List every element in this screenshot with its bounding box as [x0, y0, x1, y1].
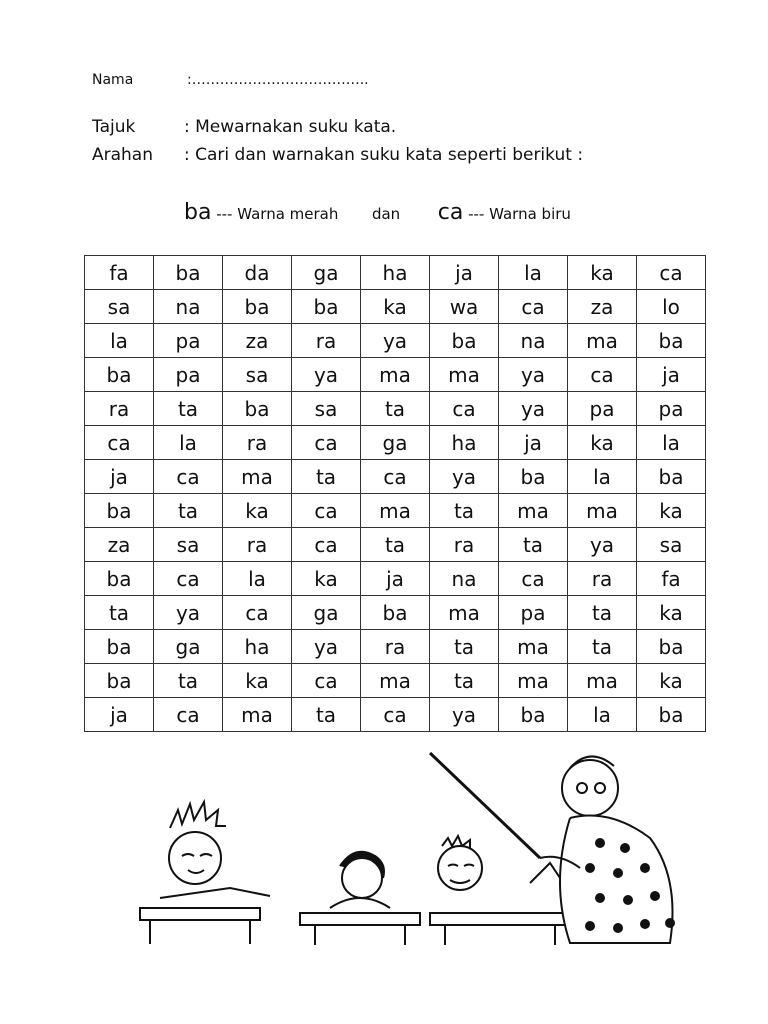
syllable-cell[interactable]: za: [568, 290, 637, 324]
grid-row: [85, 392, 706, 426]
syllable-cell[interactable]: la: [85, 324, 154, 358]
syllable-cell[interactable]: ra: [292, 324, 361, 358]
syllable-cell[interactable]: ya: [499, 392, 568, 426]
tajuk-label: Tajuk: [92, 117, 136, 137]
syllable-cell[interactable]: ta: [361, 392, 430, 426]
syllable-cell[interactable]: la: [568, 460, 637, 494]
syllable-cell[interactable]: ba: [223, 290, 292, 324]
syllable-cell[interactable]: ka: [568, 426, 637, 460]
syllable-cell[interactable]: ka: [292, 562, 361, 596]
arahan-label: Arahan: [92, 145, 154, 165]
syllable-cell[interactable]: ca: [499, 290, 568, 324]
grid-row: [85, 494, 706, 528]
syllable-cell[interactable]: ca: [154, 460, 223, 494]
grid-row: [85, 324, 706, 358]
grid-row: [85, 460, 706, 494]
syllable-cell[interactable]: ca: [568, 358, 637, 392]
syllable-cell[interactable]: ma: [499, 630, 568, 664]
syllable-cell[interactable]: ta: [292, 698, 361, 732]
grid-row: [85, 426, 706, 460]
syllable-cell[interactable]: ca: [85, 426, 154, 460]
nama-blank: :………………………………..: [187, 72, 369, 88]
syllable-cell[interactable]: ta: [154, 392, 223, 426]
syllable-cell[interactable]: fa: [637, 562, 706, 596]
syllable-cell[interactable]: wa: [430, 290, 499, 324]
nama-label: Nama: [92, 72, 134, 88]
syllable-cell[interactable]: ma: [361, 664, 430, 698]
syllable-cell[interactable]: ka: [637, 494, 706, 528]
syllable-cell[interactable]: ya: [430, 460, 499, 494]
syllable-cell[interactable]: pa: [637, 392, 706, 426]
syllable-cell[interactable]: ya: [361, 324, 430, 358]
syllable-cell[interactable]: ca: [154, 698, 223, 732]
syllable-cell[interactable]: ma: [568, 324, 637, 358]
syllable-cell[interactable]: na: [154, 290, 223, 324]
syllable-cell[interactable]: pa: [154, 324, 223, 358]
syllable-cell[interactable]: ja: [361, 562, 430, 596]
syllable-cell[interactable]: ba: [154, 256, 223, 290]
syllable-cell[interactable]: na: [430, 562, 499, 596]
syllable-cell[interactable]: ba: [292, 290, 361, 324]
grid-row: [85, 358, 706, 392]
syllable-cell[interactable]: ya: [568, 528, 637, 562]
syllable-cell[interactable]: za: [223, 324, 292, 358]
grid-row: [85, 528, 706, 562]
syllable-cell[interactable]: ya: [292, 630, 361, 664]
syllable-cell[interactable]: ma: [361, 358, 430, 392]
syllable-cell[interactable]: ba: [637, 324, 706, 358]
syllable-cell[interactable]: pa: [499, 596, 568, 630]
syllable-cell[interactable]: ra: [568, 562, 637, 596]
syllable-cell[interactable]: sa: [85, 290, 154, 324]
legend-text-blue: --- Warna biru: [468, 205, 571, 223]
syllable-cell[interactable]: ka: [637, 596, 706, 630]
syllable-cell[interactable]: ga: [292, 256, 361, 290]
syllable-cell[interactable]: ta: [430, 664, 499, 698]
syllable-cell[interactable]: sa: [292, 392, 361, 426]
syllable-cell[interactable]: ta: [154, 664, 223, 698]
legend-syllable-ca: ca: [437, 200, 464, 225]
syllable-cell[interactable]: ga: [361, 426, 430, 460]
syllable-cell[interactable]: ta: [568, 630, 637, 664]
syllable-cell[interactable]: ba: [637, 698, 706, 732]
syllable-cell[interactable]: ma: [223, 460, 292, 494]
syllable-cell[interactable]: ca: [292, 494, 361, 528]
grid-row: [85, 290, 706, 324]
syllable-cell[interactable]: ja: [85, 698, 154, 732]
classroom-illustration: [130, 748, 700, 948]
syllable-cell[interactable]: ba: [430, 324, 499, 358]
tajuk-value: : Mewarnakan suku kata.: [184, 117, 397, 137]
child-middle-drawing: [300, 852, 420, 945]
syllable-cell[interactable]: la: [637, 426, 706, 460]
syllable-cell[interactable]: ha: [361, 256, 430, 290]
syllable-cell[interactable]: ra: [85, 392, 154, 426]
legend-connector: dan: [371, 205, 401, 223]
syllable-cell[interactable]: ta: [430, 630, 499, 664]
syllable-cell[interactable]: ma: [499, 494, 568, 528]
grid-row: [85, 596, 706, 630]
grid-row: [85, 562, 706, 596]
syllable-cell[interactable]: ta: [292, 460, 361, 494]
grid-row: [85, 630, 706, 664]
syllable-cell[interactable]: ya: [430, 698, 499, 732]
syllable-cell[interactable]: ma: [568, 664, 637, 698]
syllable-cell[interactable]: lo: [637, 290, 706, 324]
syllable-cell[interactable]: sa: [637, 528, 706, 562]
arahan-value: : Cari dan warnakan suku kata seperti berikut :: [184, 145, 584, 165]
syllable-cell[interactable]: ba: [499, 460, 568, 494]
syllable-grid: [84, 255, 706, 732]
legend-text-red: --- Warna merah: [216, 205, 339, 223]
color-legend: [184, 200, 571, 225]
syllable-cell[interactable]: la: [499, 256, 568, 290]
syllable-cell[interactable]: ta: [499, 528, 568, 562]
syllable-cell[interactable]: pa: [568, 392, 637, 426]
syllable-cell[interactable]: ka: [223, 494, 292, 528]
syllable-cell[interactable]: ma: [430, 596, 499, 630]
syllable-cell[interactable]: ca: [499, 562, 568, 596]
syllable-cell[interactable]: ka: [361, 290, 430, 324]
syllable-cell[interactable]: ca: [154, 562, 223, 596]
syllable-cell[interactable]: ba: [223, 392, 292, 426]
syllable-cell[interactable]: za: [85, 528, 154, 562]
syllable-cell[interactable]: ba: [85, 630, 154, 664]
child-right-drawing: [430, 836, 570, 945]
legend-syllable-ba: ba: [184, 200, 212, 225]
syllable-cell[interactable]: ma: [223, 698, 292, 732]
syllable-cell[interactable]: ba: [637, 460, 706, 494]
syllable-cell[interactable]: ba: [85, 562, 154, 596]
syllable-cell[interactable]: ba: [85, 358, 154, 392]
grid-row: [85, 664, 706, 698]
syllable-cell[interactable]: sa: [154, 528, 223, 562]
syllable-cell[interactable]: ja: [499, 426, 568, 460]
syllable-cell[interactable]: ta: [568, 596, 637, 630]
syllable-cell[interactable]: da: [223, 256, 292, 290]
syllable-cell[interactable]: ra: [361, 630, 430, 664]
syllable-cell[interactable]: ha: [223, 630, 292, 664]
syllable-cell[interactable]: ta: [430, 494, 499, 528]
tajuk-line: [92, 117, 396, 137]
syllable-cell[interactable]: ja: [85, 460, 154, 494]
syllable-cell[interactable]: ca: [361, 698, 430, 732]
syllable-cell[interactable]: ka: [568, 256, 637, 290]
syllable-cell[interactable]: ya: [292, 358, 361, 392]
syllable-cell[interactable]: na: [499, 324, 568, 358]
syllable-cell[interactable]: ta: [85, 596, 154, 630]
syllable-cell[interactable]: pa: [154, 358, 223, 392]
syllable-cell[interactable]: ga: [154, 630, 223, 664]
syllable-cell[interactable]: ha: [430, 426, 499, 460]
syllable-cell[interactable]: ja: [637, 358, 706, 392]
syllable-cell[interactable]: sa: [223, 358, 292, 392]
syllable-cell[interactable]: ma: [499, 664, 568, 698]
syllable-cell[interactable]: la: [568, 698, 637, 732]
syllable-cell[interactable]: ka: [637, 664, 706, 698]
syllable-cell[interactable]: ga: [292, 596, 361, 630]
syllable-cell[interactable]: ma: [430, 358, 499, 392]
syllable-cell[interactable]: ca: [292, 528, 361, 562]
syllable-cell[interactable]: ba: [499, 698, 568, 732]
syllable-cell[interactable]: ma: [361, 494, 430, 528]
syllable-cell[interactable]: ta: [154, 494, 223, 528]
arahan-line: [92, 145, 583, 165]
syllable-cell[interactable]: ya: [499, 358, 568, 392]
syllable-cell[interactable]: ma: [568, 494, 637, 528]
syllable-cell[interactable]: ca: [637, 256, 706, 290]
syllable-cell[interactable]: ca: [430, 392, 499, 426]
syllable-cell[interactable]: ba: [85, 664, 154, 698]
syllable-cell[interactable]: ja: [430, 256, 499, 290]
nama-line: [92, 72, 369, 88]
syllable-cell[interactable]: la: [223, 562, 292, 596]
grid-row: [85, 256, 706, 290]
syllable-cell[interactable]: ra: [223, 528, 292, 562]
syllable-cell[interactable]: la: [154, 426, 223, 460]
syllable-cell[interactable]: ca: [292, 426, 361, 460]
syllable-cell[interactable]: ba: [85, 494, 154, 528]
syllable-cell[interactable]: ya: [154, 596, 223, 630]
syllable-cell[interactable]: fa: [85, 256, 154, 290]
grid-row: [85, 698, 706, 732]
syllable-cell[interactable]: ca: [223, 596, 292, 630]
boy-left-drawing: [140, 802, 270, 944]
syllable-cell[interactable]: ba: [637, 630, 706, 664]
syllable-cell[interactable]: ra: [223, 426, 292, 460]
syllable-cell[interactable]: ka: [223, 664, 292, 698]
syllable-cell[interactable]: ca: [292, 664, 361, 698]
syllable-cell[interactable]: ta: [361, 528, 430, 562]
syllable-cell[interactable]: ra: [430, 528, 499, 562]
syllable-cell[interactable]: ca: [361, 460, 430, 494]
syllable-cell[interactable]: ba: [361, 596, 430, 630]
